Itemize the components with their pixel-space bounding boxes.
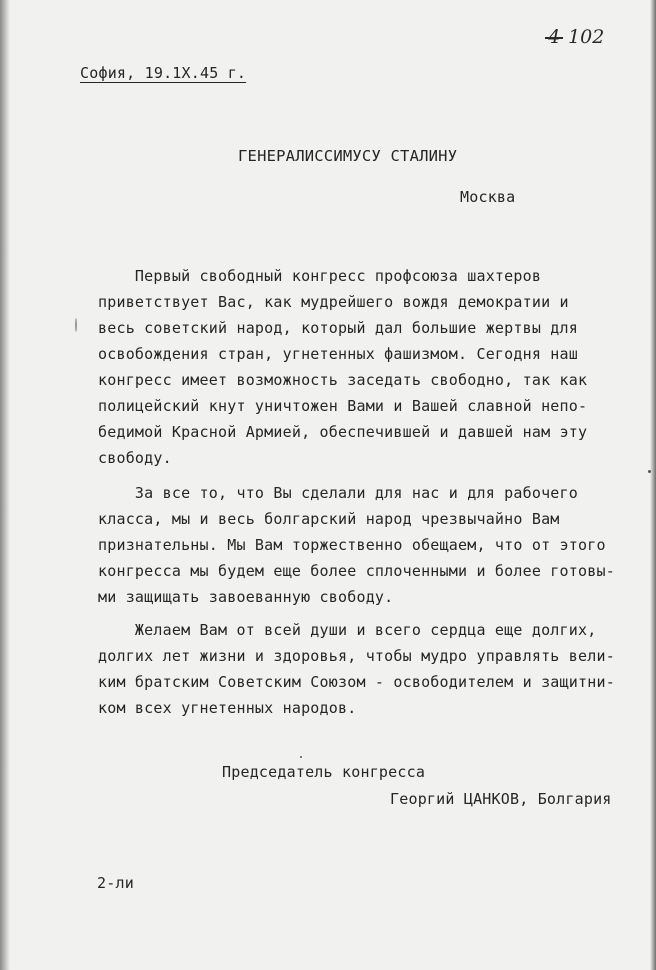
body-line: ком всех угнетенных народов. bbox=[98, 699, 357, 717]
addressee: ГЕНЕРАЛИССИМУСУ СТАЛИНУ bbox=[238, 147, 458, 165]
scan-artifact bbox=[75, 318, 77, 332]
archive-number: 102 bbox=[568, 26, 605, 48]
body-line: весь советский народ, который дал большие жертвы для bbox=[98, 319, 578, 337]
body-line: ми защищать завоеванную свободу. bbox=[98, 588, 394, 606]
addressee-city: Москва bbox=[460, 188, 516, 206]
scan-edge-shadow-right bbox=[650, 0, 656, 970]
scan-artifact bbox=[648, 470, 651, 473]
signature-title: Председатель конгресса bbox=[222, 763, 426, 781]
body-line: полицейский кнут уничтожен Вами и Вашей славной непо- bbox=[98, 397, 588, 415]
archive-page-number bbox=[548, 26, 604, 48]
body-line: долгих лет жизни и здоровья, чтобы мудро управлять вели- bbox=[98, 647, 615, 665]
footer-note: 2-ли bbox=[97, 874, 134, 892]
scan-edge-shadow-left bbox=[0, 0, 10, 970]
body-line: ким братским Советским Союзом - освободителем и защитни- bbox=[98, 673, 615, 691]
archive-number-crossed: 4 bbox=[548, 26, 561, 48]
body-line: свободу. bbox=[98, 449, 172, 467]
body-line: освобождения стран, угнетенных фашизмом. Сегодня наш bbox=[98, 345, 578, 363]
scan-artifact bbox=[300, 756, 302, 758]
body-line: бедимой Красной Армией, обеспечившей и давшей нам эту bbox=[98, 423, 588, 441]
body-line: конгресса мы будем еще более сплоченными и более готовы- bbox=[98, 562, 615, 580]
place-and-date: София, 19.1Х.45 г. bbox=[80, 64, 247, 82]
body-line: приветствует Вас, как мудрейшего вождя демократии и bbox=[98, 293, 569, 311]
body-line: класса, мы и весь болгарский народ чрезвычайно Вам bbox=[98, 510, 560, 528]
body-line: Первый свободный конгресс профсоюза шахтеров bbox=[98, 267, 542, 285]
body-line: признательны. Мы Вам торжественно обещаем, что от этого bbox=[98, 536, 606, 554]
body-line: конгресс имеет возможность заседать свободно, так как bbox=[98, 371, 588, 389]
signature-name: Георгий ЦАНКОВ, Болгария bbox=[390, 790, 612, 808]
body-line: Желаем Вам от всей души и всего сердца еще долгих, bbox=[98, 621, 597, 639]
body-line: За все то, что Вы сделали для нас и для рабочего bbox=[98, 484, 578, 502]
